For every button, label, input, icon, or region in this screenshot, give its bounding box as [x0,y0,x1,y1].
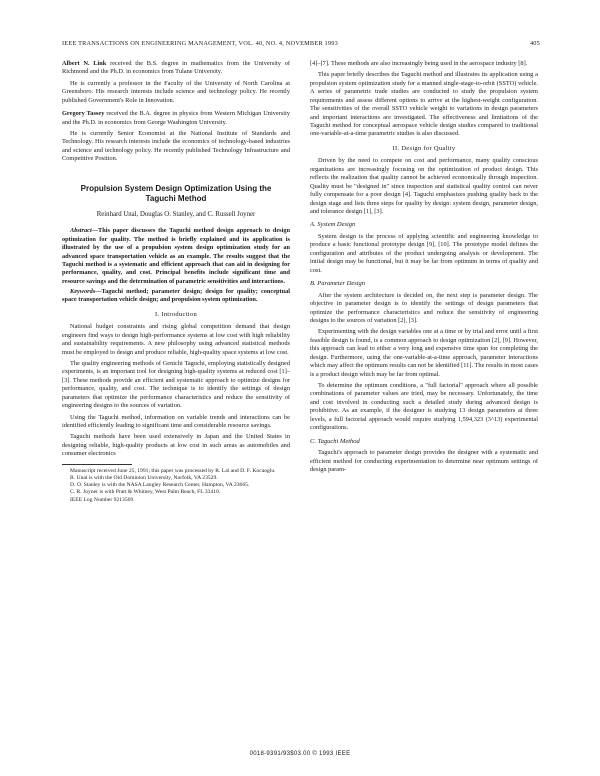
bio-text: received the B.S. degree in mathematics from the University of Richmond and the Ph.D. in economics from Tulane University. [62,60,290,76]
body-paragraph: The quality engineering methods of Genichi Taguchi, employing statistically designed experiments, is an important tool for designing high-quality systems at reduced cost [1]–[3]. These methods provide an efficient and systematic approach to optimize designs for performance, quality, and cost. The technique is to identify the settings of design parameters that optimize the performance characteristics and reduce the sensitivity of engineering designs to the sources of variation. [62,360,290,410]
body-paragraph: Driven by the need to compete on cost and performance, many quality conscious organizations are increasingly focusing on the optimization of product design. This reflects the realization that quality cannot be achieved economically through inspection. Quality must be "designed in" since inspection and statistical quality control can never fully compensate for a poor design [4]. Taguchi emphasizes pushing quality back to the design stage and lists three steps for quality by design: system design, parameter design, and tolerance design [1], [3]. [310,157,538,215]
footnote: Manuscript received June 25, 1991; this paper was processed by R. Lal and D. F. Kocaoglu. [70,467,276,474]
keywords-label: Keywords— [70,287,102,295]
body-paragraph: Taguchi's approach to parameter design provides the designer with a systematic and efficient method for conducting experimentation to determine near optimum settings of design param- [310,449,538,474]
body-paragraph: National budget constraints and rising global competition demand that design engineers find ways to design high-performance systems at low cost with high reliability and sustainability requirements. A new philosophy using advanced statistical methods must be employed to design and produce reliable, high-quality space systems at low cost. [62,323,290,356]
abstract-text: This paper discusses the Taguchi method design approach to design optimization for quality. The method is briefly explained and its application is illustrated by the use of a propulsion system design optimization study for an advanced space transportation vehicle as an example. The results suggest that the Taguchi method is a systematic and efficient approach that can aid in designing for performance, quality, and cost. Principal benefits include significant time and resource savings and the determination of parametric sensitivities and interactions. [62,227,290,285]
author-bio [62,60,290,105]
footnote: D. O. Stanley is with the NASA Langley Research Center, Hampton, VA 23665. [70,482,250,489]
title-line: Propulsion System Design Optimization Using the [80,183,272,193]
running-header [62,40,540,52]
copyright-footer: 0018-9391/93$03.00 © 1993 IEEE [249,751,351,757]
body-paragraph: System design is the process of applying scientific and engineering knowledge to produce a basic functional prototype design [9], [10]. The prototype model defines the configuration and attributes of the product undergoing analysis or development. The initial design may be functional, but it may be far from optimum in terms of quality and cost. [310,233,538,274]
body-paragraph: Using the Taguchi method, information on variable trends and interactions can be identified efficiently leading to significant time and considerable resource savings. [62,413,290,429]
right-column [310,60,538,477]
footnote: IEEE Log Number 9213569. [70,496,135,503]
subsection-heading: B. Parameter Design [310,280,366,288]
author-bio [62,110,290,164]
body-paragraph: To determine the optimum conditions, a "full factorial" approach where all possible combinations of parameter values are tried, may be necessary. Unfortunately, the time and cost involved in conducting such a detailed study during advanced design is prohibitive. As an example, if the designer is studying 13 design parameters at three levels, a full factorial approach would require studying 1,594,323 (3^13) experimental configurations. [310,382,538,432]
section-heading: II. Design for Quality [392,144,456,152]
left-column [62,60,290,504]
keywords-text: Taguchi method; parameter design; design for quality; conceptual space transportation vehicle design; and propulsion system optimization. [62,287,290,304]
abstract [62,227,290,304]
bio-text: He is currently a professor in the Faculty of the University of North Carolina at Greensboro. His research interests include science and technology policy. He recently published Government's Role in Innovation. [62,79,290,104]
header-page-number: 405 [529,40,540,47]
footnote-rule [62,464,132,465]
body-paragraph: [4]–[7]. These methods are also increasingly being used in the aerospace industry [8]. [310,60,528,67]
subsection-heading: A. System Design [310,221,356,229]
body-paragraph: Experimenting with the design variables one at a time or by trial and error until a first feasible design is found, is a common approach to design optimization [2], [9]. However, this approach can lead to either a very long and expensive time span for completing the design. Furthermore, using the one-variable-at-a-time approach, parameter interactions which may affect the optimum results can not be identified [11]. The results in most cases is a product design which may be far from optimal. [310,328,538,378]
abstract-label: Abstract— [70,227,98,235]
subsection-heading: C. Taguchi Method [310,437,360,445]
bio-name: Albert N. Link [62,60,107,67]
section-heading: I. Introduction [154,310,198,318]
bio-name: Gregory Tassey [62,110,105,118]
body-paragraph: This paper briefly describes the Taguchi method and illustrates its application using a propulsion system optimization study for a manned single-stage-to-orbit (SSTO) vehicle. A series of parametric trade studies are conducted to study the propulsion system requirements and assess different options to arrive at the highest-weight configuration. The sensitivities of the overall SSTO vehicle weight to variations in design parameters and important interactions are investigated. The effectiveness and limitations of the Taguchi method for conceptual aerospace vehicle design studies compared to traditional one-variable-at-a-time parametric studies is also discussed. [310,71,538,138]
body-paragraph: After the system architecture is decided on, the next step is parameter design. The objective in parameter design is to identify the settings of design parameters that optimize the performance characteristics and reduce the sensitivity of engineering designs to the sources of variation [2], [3]. [310,291,538,325]
footnotes [62,468,290,504]
paper-title [62,184,290,205]
title-line: Taguchi Method [145,194,207,204]
body-paragraph: Taguchi methods have been used extensively in Japan and the United States in designing reliable, high-quality products at low cost in such areas as automobiles and consumer electronics [62,433,290,458]
footnote: R. Unal is with the Old Dominion University, Norfolk, VA 23529. [70,474,218,481]
footnote: C. R. Joyner is with Pratt & Whitney, West Palm Beach, FL 33410. [70,489,221,496]
bio-text: He is currently Senior Economist at the National Institute of Standards and Technology. His research interests include the economics of technology-based industries and science and technology policy. He recently published Technology Infrastructure and Competitive Position. [62,129,290,163]
bio-text: received the B.A. degree in physics from Western Michigan University and the Ph.D. in economics from George Washington University. [62,110,291,126]
header-journal: IEEE TRANSACTIONS ON ENGINEERING MANAGEMENT, VOL. 40, NO. 4, NOVEMBER 1993 [62,40,338,47]
paper-authors: Reinhard Unal, Douglas O. Stanley, and C. Russell Joyner [96,211,256,219]
